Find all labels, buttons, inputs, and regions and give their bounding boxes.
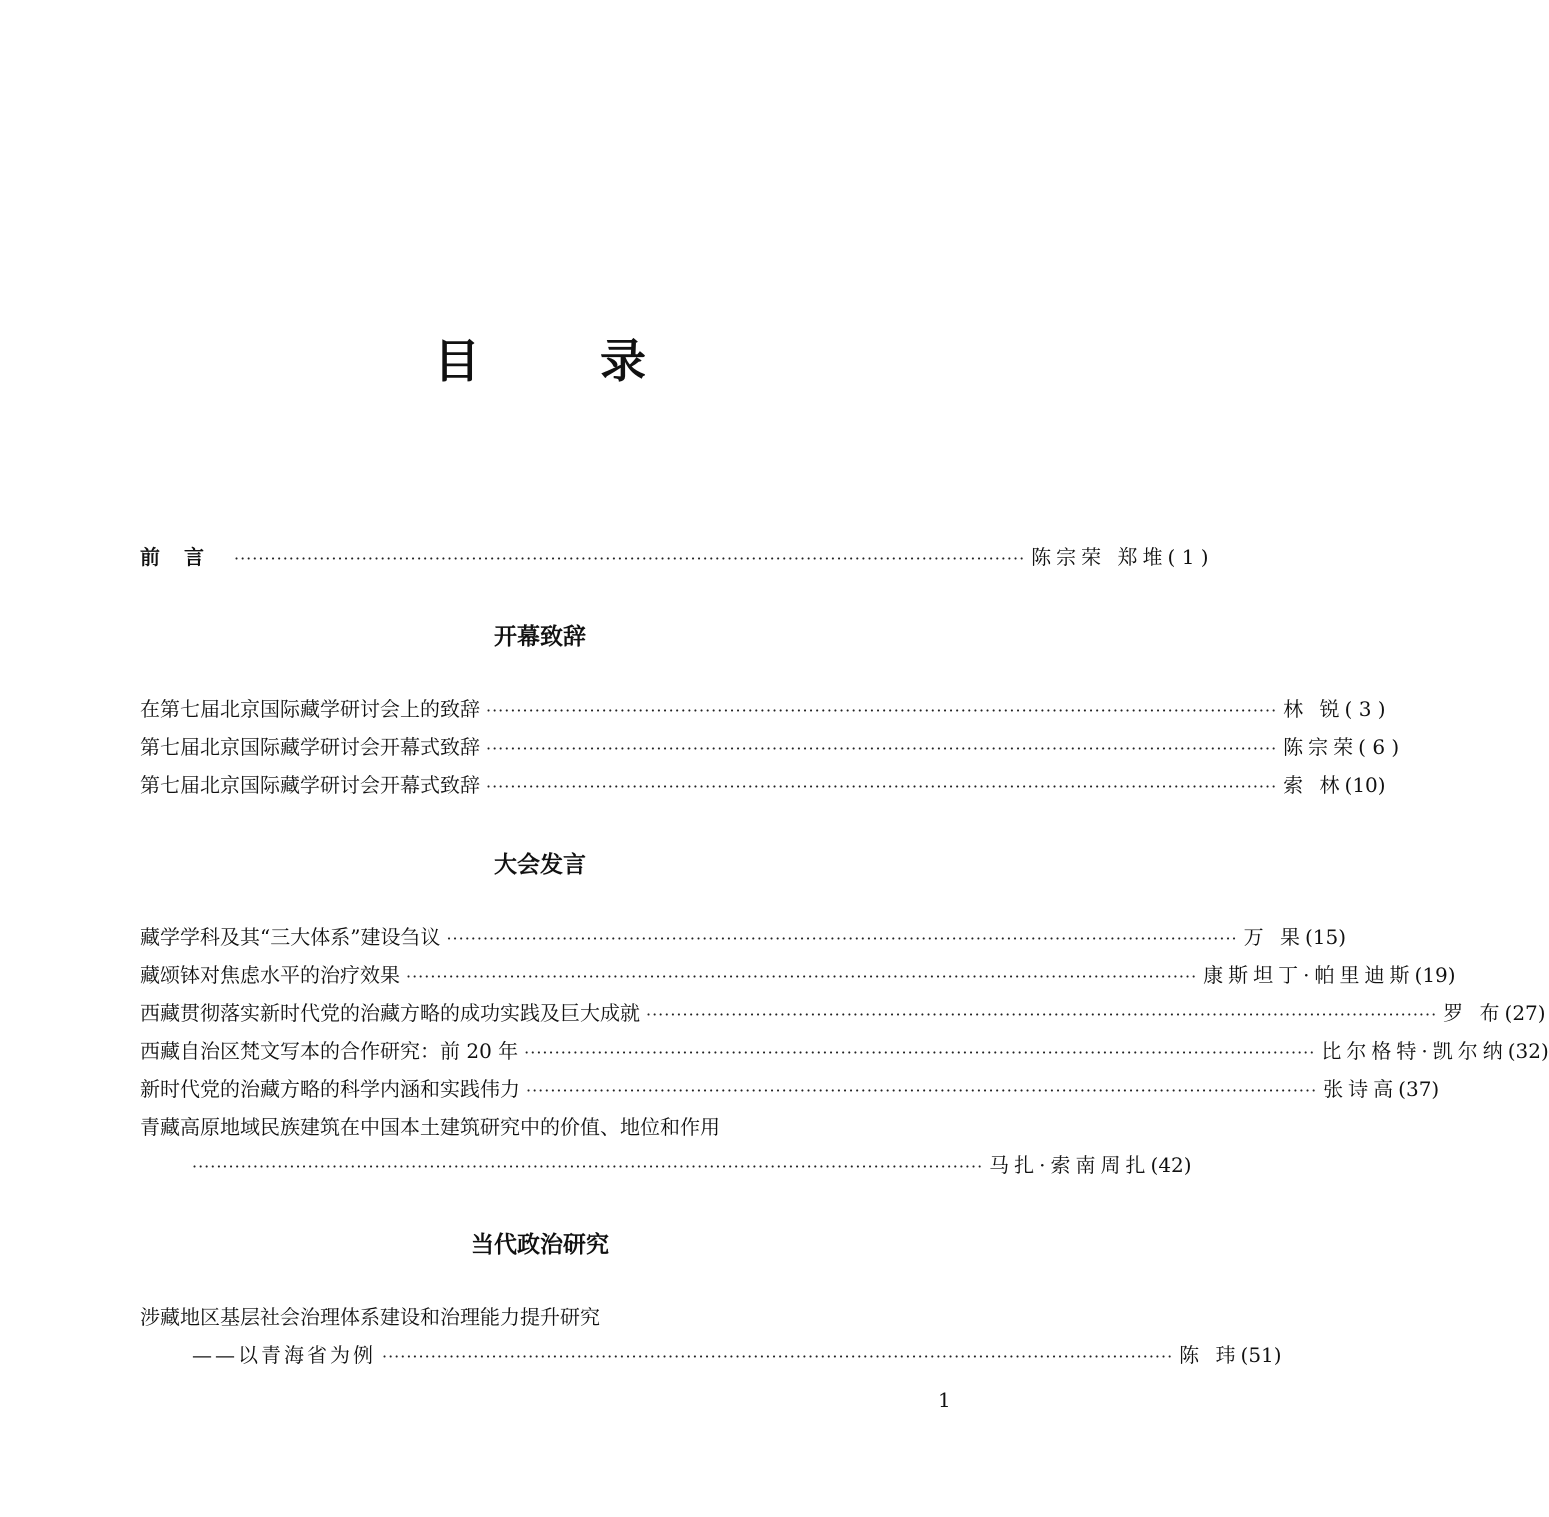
page-number: 1 xyxy=(938,1388,951,1412)
toc-entry-page: (32) xyxy=(1507,1039,1549,1063)
section-heading: 大会发言 xyxy=(494,851,586,878)
toc-entry-subtitle: ——以青海省为例 xyxy=(192,1343,376,1367)
dot-leader: ·································································································································· xyxy=(406,967,1198,986)
toc-entry-author: 罗 布 xyxy=(1443,1001,1505,1025)
toc-entry-preface[interactable] xyxy=(140,541,1209,571)
toc-entry-title: 西藏自治区梵文写本的合作研究：前 20 年 xyxy=(140,1039,519,1063)
toc-entry-title: 第七届北京国际藏学研讨会开幕式致辞 xyxy=(140,735,480,759)
toc-entry-title: 藏颂钵对焦虑水平的治疗效果 xyxy=(140,963,400,987)
dot-leader: ·································································································································· xyxy=(486,777,1278,796)
dot-leader: ·································································································································· xyxy=(192,1157,984,1176)
toc-entry[interactable] xyxy=(140,921,1347,951)
toc-entry-title[interactable]: 涉藏地区基层社会治理体系建设和治理能力提升研究 xyxy=(140,1305,600,1329)
toc-entry-page: ( 1 ) xyxy=(1167,545,1209,569)
toc-entry[interactable] xyxy=(140,1073,1440,1103)
toc-entry-title: 西藏贯彻落实新时代党的治藏方略的成功实践及巨大成就 xyxy=(140,1001,640,1025)
toc-entry-author: 康斯坦丁·帕里迪斯 xyxy=(1203,963,1415,987)
toc-entry-page: ( 3 ) xyxy=(1344,697,1386,721)
toc-entry-page: (19) xyxy=(1414,963,1456,987)
section-heading: 开幕致辞 xyxy=(494,623,586,650)
toc-entry[interactable] xyxy=(140,731,1400,761)
toc-entry-title: 在第七届北京国际藏学研讨会上的致辞 xyxy=(140,697,480,721)
toc-entry-title: 新时代党的治藏方略的科学内涵和实践伟力 xyxy=(140,1077,520,1101)
toc-entry-author: 万 果 xyxy=(1243,925,1305,949)
toc-entry-author: 索 林 xyxy=(1283,773,1345,797)
toc-entry[interactable] xyxy=(192,1149,1192,1179)
toc-entry[interactable] xyxy=(192,1339,1282,1369)
toc-entry-author: 张诗高 xyxy=(1323,1077,1399,1101)
dot-leader: ·································································································································· xyxy=(526,1081,1318,1100)
toc-entry-page: (27) xyxy=(1504,1001,1546,1025)
dot-leader: ·································································································································· xyxy=(646,1005,1438,1024)
toc-entry[interactable] xyxy=(140,1035,1549,1065)
section-heading: 当代政治研究 xyxy=(471,1231,609,1258)
toc-entry-author: 陈宗荣 xyxy=(1283,735,1359,759)
dot-leader: ·································································································································· xyxy=(486,739,1278,758)
dot-leader: ·································································································································· xyxy=(234,549,1026,568)
toc-entry-author: 林 锐 xyxy=(1283,697,1345,721)
toc-entry-author: 马扎·索南周扎 xyxy=(989,1153,1151,1177)
toc-entry[interactable] xyxy=(140,997,1546,1027)
toc-entry-page: (10) xyxy=(1344,773,1386,797)
dot-leader: ·································································································································· xyxy=(486,701,1278,720)
dot-leader: ·································································································································· xyxy=(446,929,1238,948)
toc-entry-title: 藏学学科及其“三大体系”建设刍议 xyxy=(140,925,441,949)
toc-entry-page: (42) xyxy=(1150,1153,1192,1177)
toc-entry-title: 前言 xyxy=(140,545,228,569)
toc-entry[interactable] xyxy=(140,959,1456,989)
dot-leader: ·································································································································· xyxy=(382,1347,1174,1366)
toc-entry[interactable] xyxy=(140,693,1386,723)
dot-leader: ·································································································································· xyxy=(524,1043,1316,1062)
toc-entry-page: ( 6 ) xyxy=(1358,735,1400,759)
toc-entry-page: (51) xyxy=(1240,1343,1282,1367)
toc-entry-author: 比尔格特·凯尔纳 xyxy=(1321,1039,1508,1063)
toc-entry-title: 第七届北京国际藏学研讨会开幕式致辞 xyxy=(140,773,480,797)
toc-entry-page: (15) xyxy=(1304,925,1347,949)
toc-entry-author: 陈宗荣 郑堆 xyxy=(1031,545,1168,569)
page-title: 目 录 xyxy=(433,334,698,388)
toc-entry[interactable] xyxy=(140,769,1386,799)
toc-entry-author: 陈 玮 xyxy=(1179,1343,1241,1367)
toc-entry-title[interactable]: 青藏高原地域民族建筑在中国本土建筑研究中的价值、地位和作用 xyxy=(140,1115,720,1139)
toc-entry-page: (37) xyxy=(1398,1077,1440,1101)
